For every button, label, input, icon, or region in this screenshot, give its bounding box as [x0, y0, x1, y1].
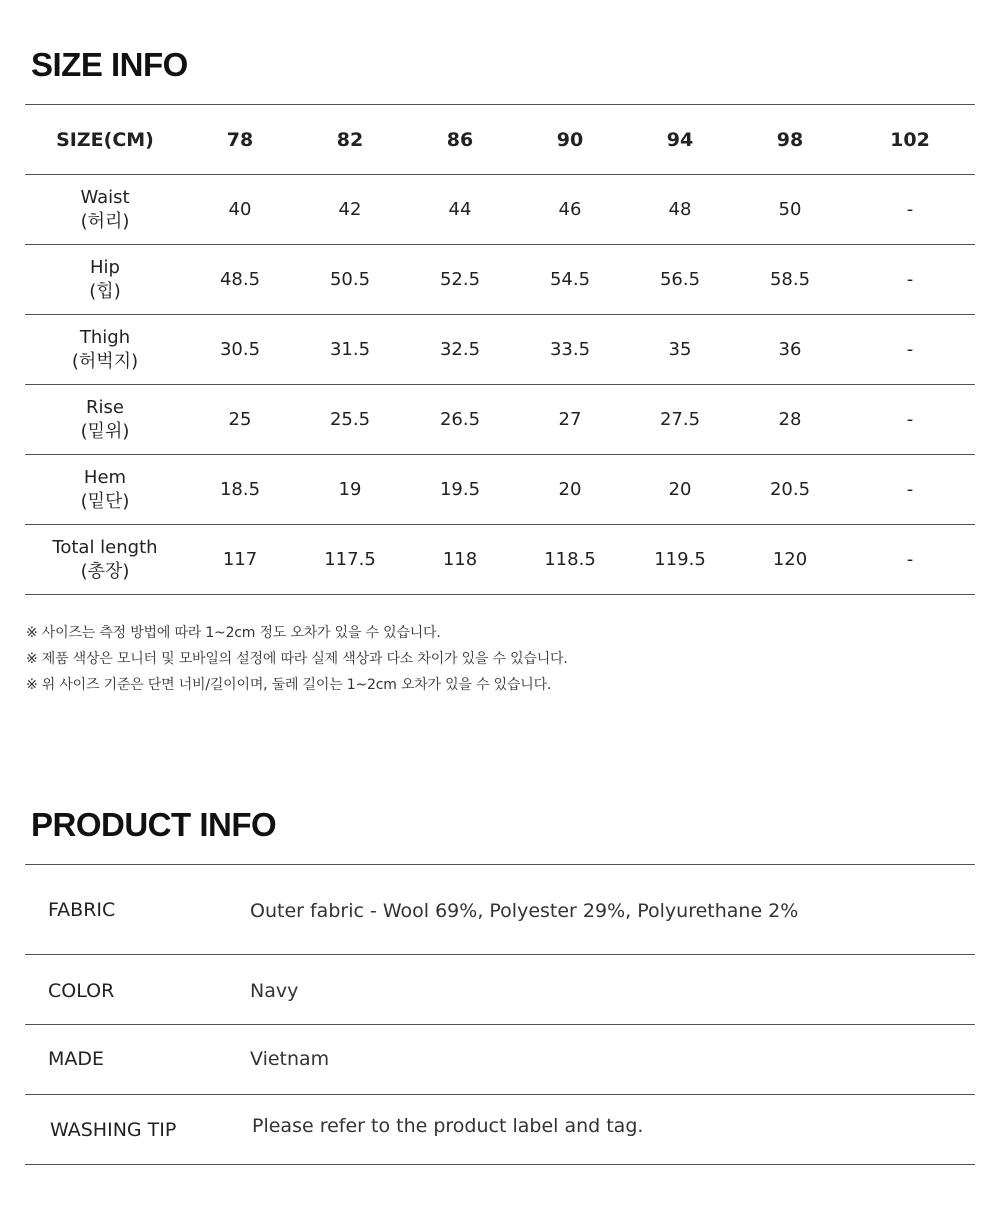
- product-key: FABRIC: [48, 899, 116, 921]
- table-row-thigh: [25, 315, 975, 385]
- table-row-total-length: [25, 525, 975, 595]
- table-cell: 30.5: [185, 315, 295, 385]
- header-cell-size: SIZE(CM): [25, 105, 185, 175]
- table-row-hip: [25, 245, 975, 315]
- header-cell: 94: [625, 105, 735, 175]
- table-cell: 36: [735, 315, 845, 385]
- table-cell: 54.5: [515, 245, 625, 315]
- table-row-waist: [25, 175, 975, 245]
- size-notes: [26, 620, 568, 698]
- table-cell: 117.5: [295, 525, 405, 595]
- table-cell: 20.5: [735, 455, 845, 525]
- header-cell: 78: [185, 105, 295, 175]
- table-cell: 28: [735, 385, 845, 455]
- product-key: MADE: [48, 1048, 105, 1070]
- header-cell: 82: [295, 105, 405, 175]
- size-info-title: SIZE INFO: [31, 46, 188, 83]
- table-cell: 25.5: [295, 385, 405, 455]
- header-cell: 102: [845, 105, 975, 175]
- table-cell: 48.5: [185, 245, 295, 315]
- product-row-made: [25, 1024, 975, 1095]
- table-cell: 19: [295, 455, 405, 525]
- row-label: Waist (허리): [25, 175, 185, 245]
- table-cell: 42: [295, 175, 405, 245]
- table-row-rise: [25, 385, 975, 455]
- table-cell: 40: [185, 175, 295, 245]
- table-cell: 20: [515, 455, 625, 525]
- table-cell: 56.5: [625, 245, 735, 315]
- table-cell: 118: [405, 525, 515, 595]
- table-cell: 119.5: [625, 525, 735, 595]
- divider: [25, 1164, 975, 1165]
- header-cell: 90: [515, 105, 625, 175]
- table-cell: 58.5: [735, 245, 845, 315]
- table-cell: 19.5: [405, 455, 515, 525]
- table-cell: 18.5: [185, 455, 295, 525]
- table-cell: -: [845, 525, 975, 595]
- table-cell: -: [845, 455, 975, 525]
- table-cell: 35: [625, 315, 735, 385]
- row-label: Hip (힙): [25, 245, 185, 315]
- product-value: Navy: [250, 980, 299, 1002]
- row-label: Hem (밑단): [25, 455, 185, 525]
- product-key: COLOR: [48, 980, 115, 1002]
- product-row-color: [25, 954, 975, 1025]
- table-cell: 48: [625, 175, 735, 245]
- note-line: ※ 제품 색상은 모니터 및 모바일의 설정에 따라 실제 색상과 다소 차이가 있을 수 있습니다.: [26, 651, 568, 667]
- product-info-title: PRODUCT INFO: [31, 806, 277, 843]
- table-cell: 33.5: [515, 315, 625, 385]
- note-line: ※ 위 사이즈 기준은 단면 너비/길이이며, 둘레 길이는 1~2cm 오차가 있을 수 있습니다.: [26, 677, 552, 693]
- row-label: Total length (총장): [25, 525, 185, 595]
- product-row-fabric: [25, 864, 975, 955]
- size-table-header-row: [25, 105, 975, 175]
- product-value: Outer fabric - Wool 69%, Polyester 29%, Polyurethane 2%: [250, 900, 799, 922]
- product-key: WASHING TIP: [50, 1119, 177, 1141]
- table-cell: -: [845, 385, 975, 455]
- row-label: Thigh (허벅지): [25, 315, 185, 385]
- header-cell: 86: [405, 105, 515, 175]
- product-value: Vietnam: [250, 1048, 330, 1070]
- table-cell: 20: [625, 455, 735, 525]
- size-table: [25, 104, 975, 595]
- table-cell: 118.5: [515, 525, 625, 595]
- table-cell: 44: [405, 175, 515, 245]
- table-cell: 27.5: [625, 385, 735, 455]
- row-label: Rise (밑위): [25, 385, 185, 455]
- table-cell: 50: [735, 175, 845, 245]
- table-cell: 31.5: [295, 315, 405, 385]
- product-value: Please refer to the product label and tag.: [252, 1115, 644, 1137]
- product-row-washing-tip: [25, 1094, 975, 1165]
- table-row-hem: [25, 455, 975, 525]
- table-cell: 32.5: [405, 315, 515, 385]
- table-cell: -: [845, 315, 975, 385]
- table-cell: -: [845, 175, 975, 245]
- table-cell: 46: [515, 175, 625, 245]
- table-cell: 50.5: [295, 245, 405, 315]
- table-cell: 26.5: [405, 385, 515, 455]
- header-cell: 98: [735, 105, 845, 175]
- note-line: ※ 사이즈는 측정 방법에 따라 1~2cm 정도 오차가 있을 수 있습니다.: [26, 625, 441, 641]
- table-cell: -: [845, 245, 975, 315]
- table-cell: 52.5: [405, 245, 515, 315]
- table-cell: 117: [185, 525, 295, 595]
- table-cell: 27: [515, 385, 625, 455]
- table-cell: 120: [735, 525, 845, 595]
- table-cell: 25: [185, 385, 295, 455]
